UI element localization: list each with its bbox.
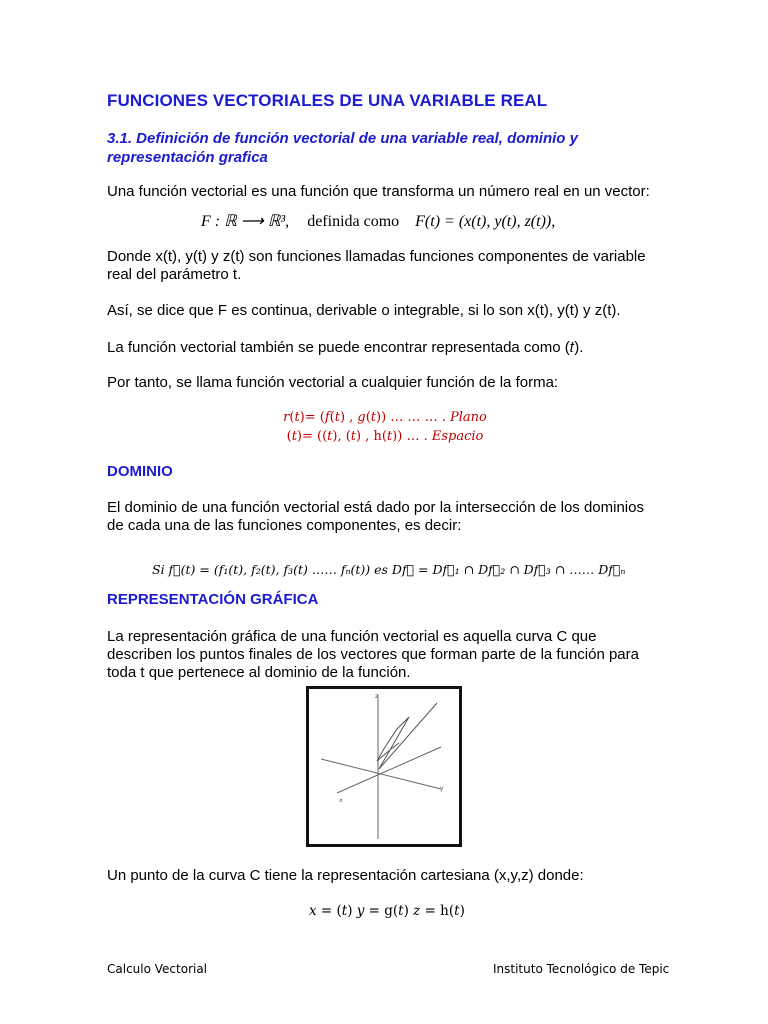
- formula-middle: definida como: [307, 213, 400, 230]
- label-z: z: [375, 693, 379, 700]
- subtitle-line-1: 3.1. Definición de función vectorial de una variable real, dominio y: [107, 130, 578, 147]
- subtitle-line-2: representación grafica: [107, 149, 268, 166]
- label-x: x: [339, 797, 343, 804]
- section-dominio: DOMINIO: [107, 463, 173, 480]
- page-title: FUNCIONES VECTORIALES DE UNA VARIABLE REAL: [107, 91, 548, 110]
- formula-plano-expr: 𝑟(𝑡)= (𝑓(𝑡) , 𝑔(𝑡)) … … … .: [283, 410, 446, 425]
- formula-right: F(t) = (x(t), y(t), z(t)),: [415, 213, 556, 230]
- curve-figure-svg: [309, 689, 459, 844]
- components-paragraph: Donde x(t), y(t) y z(t) son funciones llamadas funciones componentes de variable real del parámetro t.: [107, 248, 646, 283]
- definition-formula: [201, 211, 555, 231]
- section-representacion: REPRESENTACIÓN GRÁFICA: [107, 591, 319, 608]
- dominio-formula: 𝑆𝑖 𝑓⃗(t) = (𝑓₁(𝑡), 𝑓₂(𝑡), 𝑓₃(𝑡) …… 𝑓ₙ(𝑡)) 𝑒𝑠 𝐷𝑓⃗ = 𝐷𝑓⃗₁ ∩ 𝐷𝑓⃗₂ ∩ 𝐷𝑓⃗₃ ∩ …… 𝐷𝑓⃗ₙ: [152, 562, 626, 577]
- formula-plano: [180, 410, 590, 425]
- cartesian-paragraph: Un punto de la curva C tiene la representación cartesiana (x,y,z) donde:: [107, 867, 584, 884]
- label-y: y: [440, 785, 444, 792]
- footer-left: Calculo Vectorial: [107, 962, 208, 976]
- formula-espacio-expr: (𝑡)= ((𝑡), (𝑡) , h(𝑡)) … .: [286, 429, 428, 444]
- intro-paragraph: Una función vectorial es una función que transforma un número real en un vector:: [107, 183, 650, 200]
- section-subtitle: [107, 129, 667, 167]
- formula-plano-label: 𝑃𝑙𝑎𝑛𝑜: [449, 410, 487, 425]
- cartesian-formula: 𝑥 = (𝑡) 𝑦 = g(𝑡) 𝑧 = h(𝑡): [309, 903, 465, 919]
- continuity-paragraph: Así, se dice que F es continua, derivable o integrable, si lo son x(t), y(t) y z(t).: [107, 302, 621, 319]
- curve-c: [377, 703, 437, 769]
- representacion-paragraph: La representación gráfica de una función vectorial es aquella curva C que describen los puntos finales de los vectores que forman parte de la función para toda t que pertenece al dominio de la función.: [107, 628, 639, 681]
- dominio-paragraph: El dominio de una función vectorial está dado por la intersección de los dominios de cada una de las funciones componentes, es decir:: [107, 499, 644, 534]
- representation-paragraph: La función vectorial también se puede encontrar representada como (𝑡).: [107, 339, 584, 356]
- y-axis: [337, 747, 441, 793]
- footer-right: Instituto Tecnológico de Tepic: [493, 962, 670, 976]
- formula-left: F : ℝ ⟶ ℝ³,: [201, 213, 290, 230]
- curve-figure: [306, 686, 462, 847]
- formula-espacio-label: 𝐸𝑠𝑝𝑎𝑐𝑖𝑜: [431, 429, 484, 444]
- formula-espacio: [180, 429, 590, 444]
- form-paragraph: Por tanto, se llama función vectorial a cualquier función de la forma:: [107, 374, 559, 391]
